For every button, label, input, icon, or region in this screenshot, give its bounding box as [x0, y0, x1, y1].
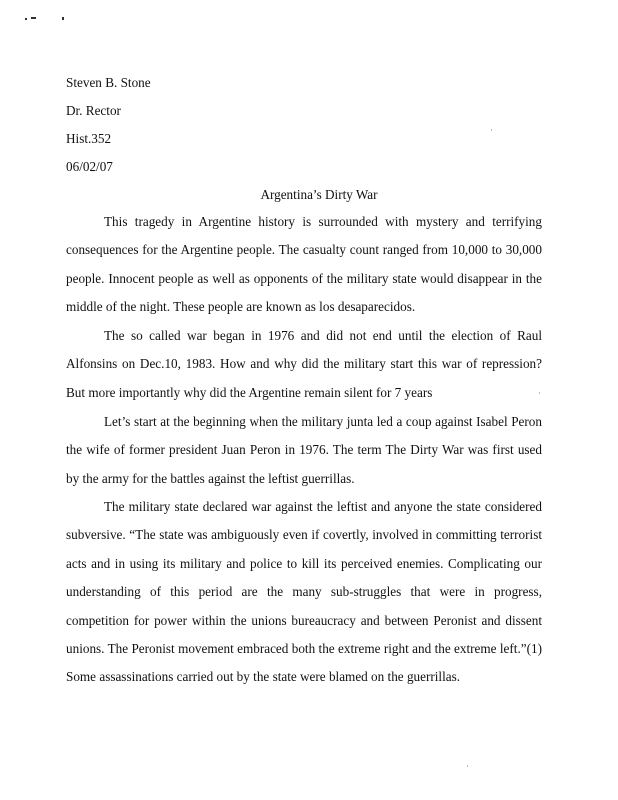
scan-artifact: [31, 17, 36, 19]
course-code: Hist.352: [66, 131, 112, 146]
scan-artifact: [491, 129, 492, 131]
paragraph: The military state declared war against the leftist and anyone the state considered subversive. “The state was ambiguously even if covertly, involved in committing terrorist acts and in using its military and police to kill its perceived enemies. Complicating our understanding of this period are the many sub-struggles that were in progress, competition for power within the unions bureaucracy and between Peronist and dissent unions. The Peronist movement embraced both the extreme right and the extreme left.”(1) Some assassinations carried out by the state were blamed on the guerrillas.: [66, 499, 542, 685]
scan-artifact: [25, 18, 27, 20]
paragraph: The so called war began in 1976 and did not end until the election of Raul Alfonsins on Dec.10, 1983. How and why did the military start this war of repression? But more importantly why did the Argentine remain silent for 7 years: [66, 328, 542, 400]
author-name: Steven B. Stone: [66, 75, 151, 90]
scan-artifact: [467, 765, 468, 767]
paragraph: Let’s start at the beginning when the military junta led a coup against Isabel Peron the wife of former president Juan Peron in 1976. The term The Dirty War was first used by the army for the battles against the leftist guerrillas.: [66, 414, 542, 486]
essay-title: Argentina’s Dirty War: [260, 187, 378, 202]
document-date: 06/02/07: [66, 159, 113, 174]
scan-artifact: [62, 17, 64, 20]
instructor-name: Dr. Rector: [66, 103, 121, 118]
paragraph: This tragedy in Argentine history is surrounded with mystery and terrifying consequences for the Argentine people. The casualty count ranged from 10,000 to 30,000 people. Innocent people as well as opponents of the military state would disappear in the middle of the night. These people are known as los desaparecidos.: [66, 214, 542, 315]
